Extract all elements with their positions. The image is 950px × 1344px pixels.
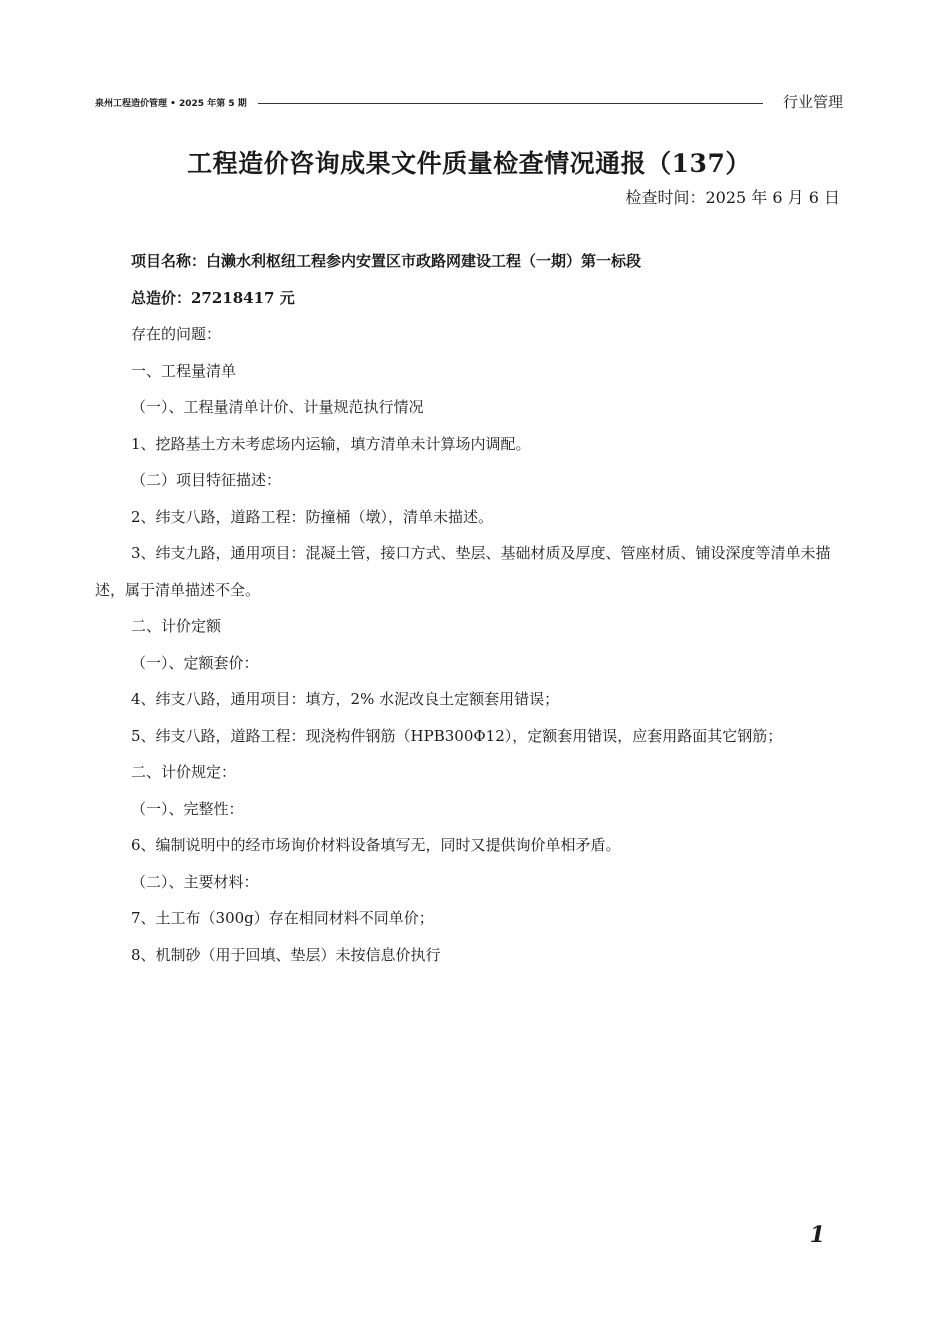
subsection-heading: （二）项目特征描述： bbox=[131, 471, 282, 489]
publication-label: 泉州工程造价管理 • 2025 年第 5 期 bbox=[95, 99, 247, 109]
issues-heading: 存在的问题： bbox=[131, 325, 222, 343]
issue-item: 5、纬支八路，道路工程：现浇构件钢筋（HPB300Φ12），定额套用错误，应套用路面其它钢筋； bbox=[131, 726, 783, 745]
page-number: 1 bbox=[809, 1222, 825, 1248]
document-body bbox=[95, 243, 843, 973]
issue-item: 2、纬支八路，道路工程：防撞桶（墩），清单未描述。 bbox=[131, 507, 494, 526]
issue-item: 1、挖路基土方未考虑场内运输，填方清单未计算场内调配。 bbox=[131, 434, 531, 453]
issue-item: 3、纬支九路，通用项目：混凝土管，接口方式、垫层、基础材质及厚度、管座材质、铺设深度等清单未描述，属于清单描述不全。 bbox=[95, 544, 831, 599]
section-heading: 一、工程量清单 bbox=[131, 361, 237, 380]
subsection-heading: （一）、工程量清单计价、计量规范执行情况 bbox=[131, 398, 424, 416]
section-heading: 二、计价规定： bbox=[131, 763, 237, 781]
total-cost: 总造价：27218417 元 bbox=[131, 288, 295, 307]
subsection-heading: （二）、主要材料： bbox=[131, 872, 259, 891]
header-rule bbox=[258, 103, 763, 104]
inspection-date: 检查时间：2025 年 6 月 6 日 bbox=[625, 188, 840, 207]
section-label: 行业管理 bbox=[782, 93, 843, 111]
section-heading: 二、计价定额 bbox=[131, 617, 222, 635]
subsection-heading: （一）、完整性： bbox=[131, 799, 244, 818]
issue-item: 8、机制砂（用于回填、垫层）未按信息价执行 bbox=[131, 945, 441, 964]
running-header bbox=[95, 92, 843, 112]
project-name: 项目名称：白濑水利枢纽工程参内安置区市政路网建设工程（一期）第一标段 bbox=[131, 252, 642, 270]
issue-item: 6、编制说明中的经市场询价材料设备填写无，同时又提供询价单相矛盾。 bbox=[131, 836, 621, 854]
issue-item: 4、纬支八路，通用项目：填方，2% 水泥改良土定额套用错误； bbox=[131, 690, 560, 708]
issue-item: 7、土工布（300g）存在相同材料不同单价； bbox=[131, 909, 434, 927]
document-title: 工程造价咨询成果文件质量检查情况通报（137） bbox=[187, 149, 751, 178]
subsection-heading: （一）、定额套价： bbox=[131, 653, 259, 672]
